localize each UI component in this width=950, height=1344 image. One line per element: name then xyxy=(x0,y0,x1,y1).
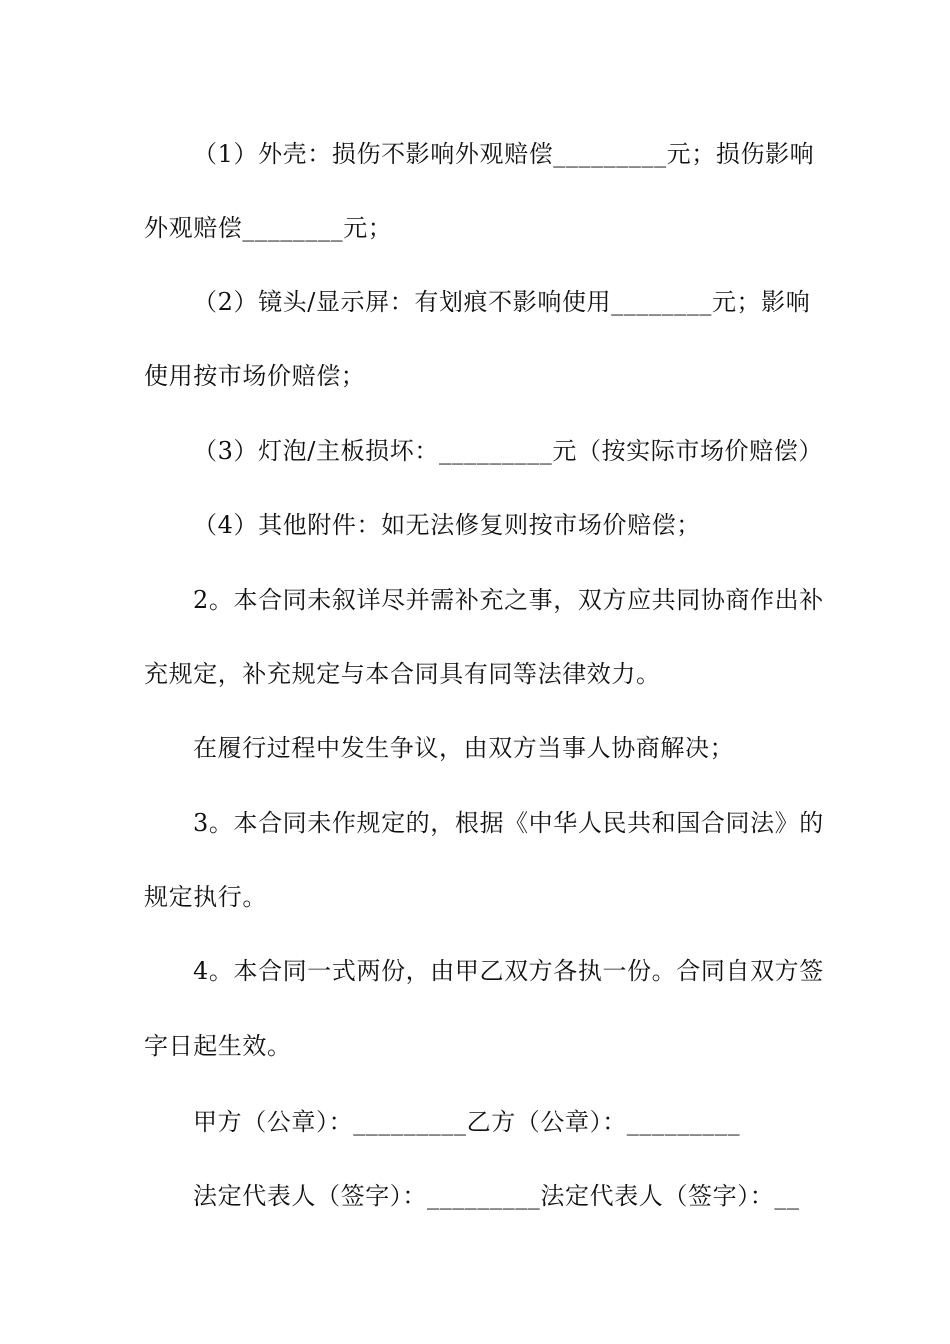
clause-1-line-2: 外观赔偿________元； xyxy=(144,214,393,242)
clause-1-line-1: （1）外壳：损伤不影响外观赔偿_________元；损伤影响 xyxy=(193,140,815,168)
clause-4-line: （4）其他附件：如无法修复则按市场价赔偿； xyxy=(193,511,701,539)
article-3-line-1: 3。本合同未作规定的，根据《中华人民共和国合同法》的 xyxy=(193,809,824,837)
dispute-paragraph: 在履行过程中发生争议，由双方当事人协商解决； xyxy=(193,734,735,762)
article-3-line-2: 规定执行。 xyxy=(144,883,267,911)
clause-3-line: （3）灯泡/主板损坏：_________元（按实际市场价赔偿） xyxy=(193,437,823,465)
article-4-line-1: 4。本合同一式两份，由甲乙双方各执一份。合同自双方签 xyxy=(193,957,824,985)
party-seal-line: 甲方（公章）：_________乙方（公章）：_________ xyxy=(193,1108,741,1136)
clause-2-line-1: （2）镜头/显示屏：有划痕不影响使用________元；影响 xyxy=(193,288,811,316)
legal-representative-line: 法定代表人（签字）：_________法定代表人（签字）：__ xyxy=(193,1182,800,1210)
clause-2-line-2: 使用按市场价赔偿； xyxy=(144,362,366,390)
article-2-line-2: 充规定，补充规定与本合同具有同等法律效力。 xyxy=(144,660,661,688)
article-2-line-1: 2。本合同未叙详尽并需补充之事，双方应共同协商作出补 xyxy=(193,586,824,614)
article-4-line-2: 字日起生效。 xyxy=(144,1032,292,1060)
